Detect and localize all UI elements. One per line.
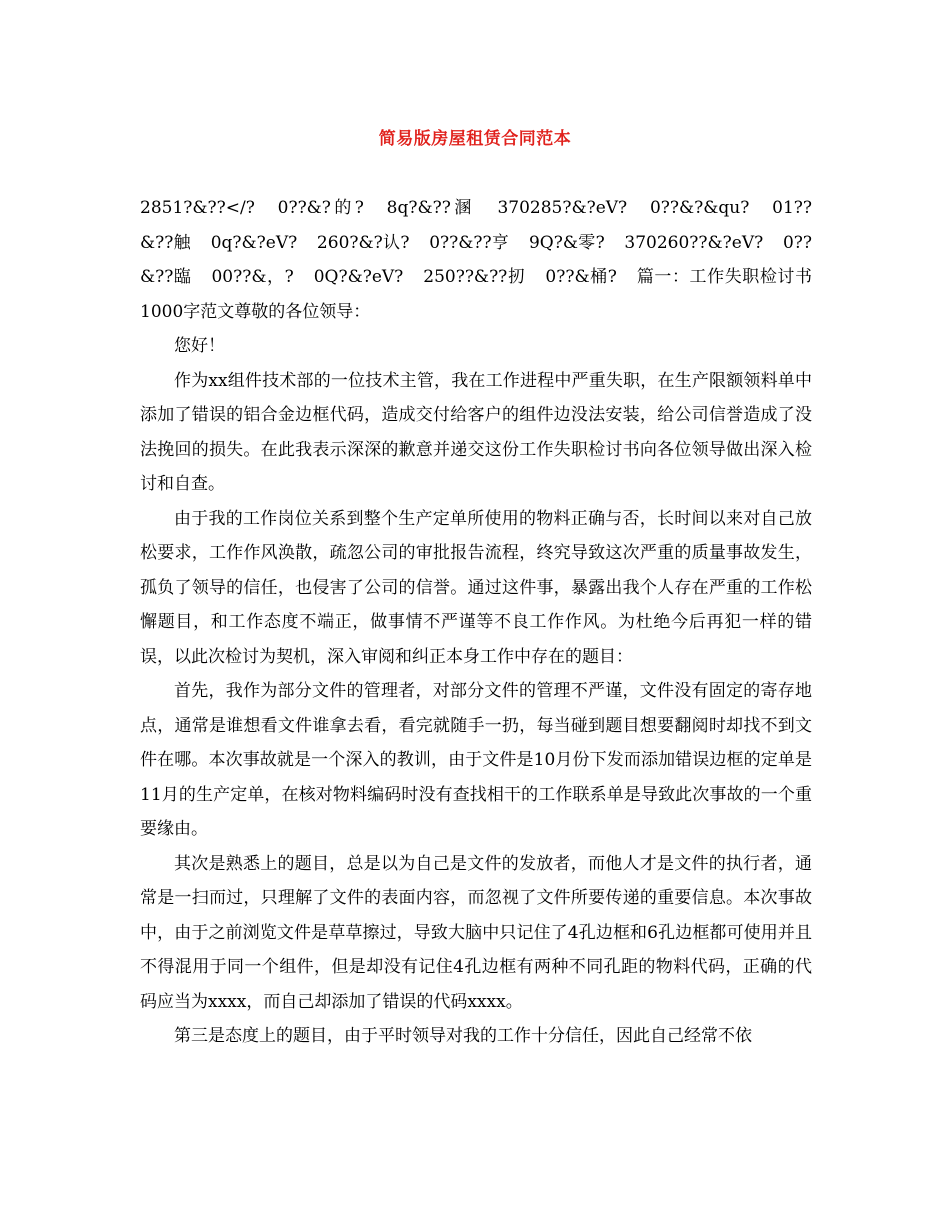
paragraph-garbled-header: 2851?&??</? 0??&?的? 8q?&??溷 370285?&?eV? 0??&?&qu? 01??&??触 0q?&?eV? 260?&?认? 0??&??亨 9Q?&零? 370260??&?eV? 0??&??臨 00??&，? 0Q?&?eV? 250??&??扨 0??&桶? 篇一：工作失职检讨书1000字范文尊敬的各位领导： <box>140 198 812 322</box>
paragraph-greeting: 您好！ <box>174 336 225 356</box>
document-body <box>140 191 812 1054</box>
paragraph-third: 第三是态度上的题目，由于平时领导对我的工作十分信任，因此自己经常不依 <box>174 1026 752 1046</box>
document-title: 简易版房屋租赁合同范本 <box>378 129 572 149</box>
paragraph-first: 首先，我作为部分文件的管理者，对部分文件的管理不严谨，文件没有固定的寄存地点，通常是谁想看文件谁拿去看，看完就随手一扔，每当碰到题目想要翻阅时却找不到文件在哪。本次事故就是一个深入的教训，由于文件是10月份下发而添加错误边框的定单是11月的生产定单，在核对物料编码时没有查找相干的工作联系单是导致此次事故的一个重要缘由。 <box>140 681 812 839</box>
paragraph-intro: 作为xx组件技术部的一位技术主管，我在工作进程中严重失职，在生产限额领料单中添加了错误的铝合金边框代码，造成交付给客户的组件边没法安装，给公司信誉造成了没法挽回的损失。在此我表示深深的歉意并递交这份工作失职检讨书向各位领导做出深入检讨和自查。 <box>140 370 812 494</box>
paragraph-reason: 由于我的工作岗位关系到整个生产定单所使用的物料正确与否，长时间以来对自己放松要求，工作作风涣散，疏忽公司的审批报告流程，终究导致这次严重的质量事故发生，孤负了领导的信任，也侵害了公司的信誉。通过这件事，暴露出我个人存在严重的工作松懈题目，和工作态度不端正，做事情不严谨等不良工作作风。为杜绝今后再犯一样的错误，以此次检讨为契机，深入审阅和纠正本身工作中存在的题目： <box>140 508 812 667</box>
paragraph-second: 其次是熟悉上的题目，总是以为自己是文件的发放者，而他人才是文件的执行者，通常是一扫而过，只理解了文件的表面内容，而忽视了文件所要传递的重要信息。本次事故中，由于之前浏览文件是草草擦过，导致大脑中只记住了4孔边框和6孔边框都可使用并且不得混用于同一个组件，但是却没有记住4孔边框有两种不同孔距的物料代码，正确的代码应当为xxxx，而自己却添加了错误的代码xxxx。 <box>140 853 812 1012</box>
